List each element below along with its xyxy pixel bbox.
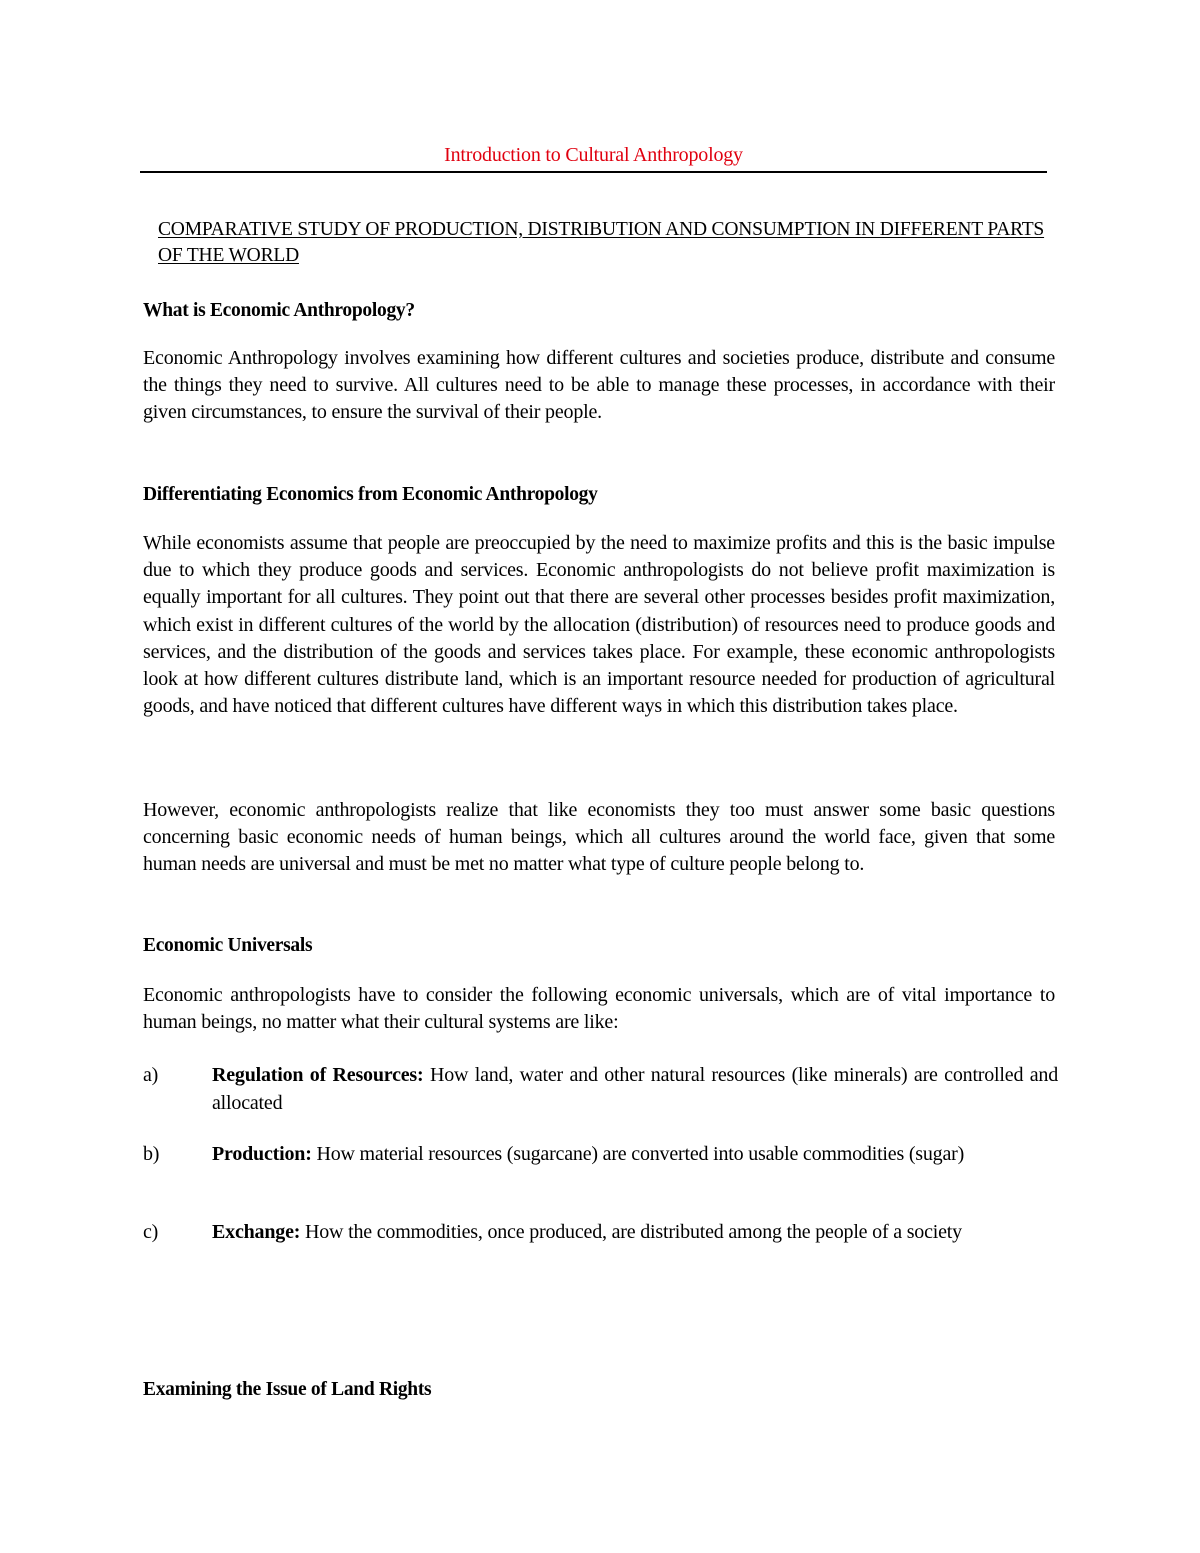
list-text: How material resources (sugarcane) are converted into usable commodities (sugar)	[311, 1143, 965, 1165]
list-marker: b)	[143, 1143, 160, 1165]
list-item-body	[212, 1140, 1058, 1168]
list-term: Regulation of Resources:	[212, 1064, 424, 1086]
document-title: COMPARATIVE STUDY OF PRODUCTION, DISTRIBUTION AND CONSUMPTION IN DIFFERENT PARTS OF THE WORLD	[158, 219, 1045, 266]
paragraph-what-is: Economic Anthropology involves examining how different cultures and societies produce, distribute and consume the things they need to survive. All cultures need to be able to manage these processes, in accordance with their given circumstances, to ensure the survival of their people.	[143, 347, 1055, 424]
heading-differentiating: Differentiating Economics from Economic Anthropology	[143, 484, 598, 505]
paragraph-differentiating-2: However, economic anthropologists realize that like economists they too must answer some basic questions concerning basic economic needs of human beings, which all cultures around the world face, given that some human needs are universal and must be met no matter what type of culture people belong to.	[143, 799, 1055, 876]
heading-what-is-economic-anthropology: What is Economic Anthropology?	[143, 300, 415, 321]
list-text: How land, water and other natural resources (like minerals) are controlled and allocated	[212, 1064, 1058, 1114]
course-header	[140, 141, 1047, 169]
paragraph-universals: Economic anthropologists have to consider the following economic universals, which are of vital importance to human beings, no matter what their cultural systems are like:	[143, 984, 1055, 1034]
list-term: Exchange:	[212, 1221, 301, 1243]
header-divider	[140, 171, 1047, 173]
course-title: Introduction to Cultural Anthropology	[444, 144, 743, 166]
list-marker: c)	[143, 1221, 159, 1243]
list-item-body	[212, 1061, 1058, 1117]
heading-economic-universals: Economic Universals	[143, 935, 313, 956]
list-marker: a)	[143, 1064, 159, 1086]
list-item-body	[212, 1218, 1058, 1246]
paragraph-differentiating-1: While economists assume that people are preoccupied by the need to maximize profits and this is the basic impulse due to which they produce goods and services. Economic anthropologists do not believe profit maximization is equally important for all cultures. They point out that there are several other processes besides profit maximization, which exist in different cultures of the world by the allocation (distribution) of resources need to produce goods and services, and the distribution of the goods and services takes place. For example, these economic anthropologists look at how different cultures distribute land, which is an important resource needed for production of agricultural goods, and have noticed that different cultures have different ways in which this distribution takes place.	[143, 532, 1055, 718]
list-term: Production:	[212, 1143, 312, 1165]
list-text: How the commodities, once produced, are distributed among the people of a society	[300, 1221, 962, 1243]
heading-land-rights: Examining the Issue of Land Rights	[143, 1379, 432, 1400]
